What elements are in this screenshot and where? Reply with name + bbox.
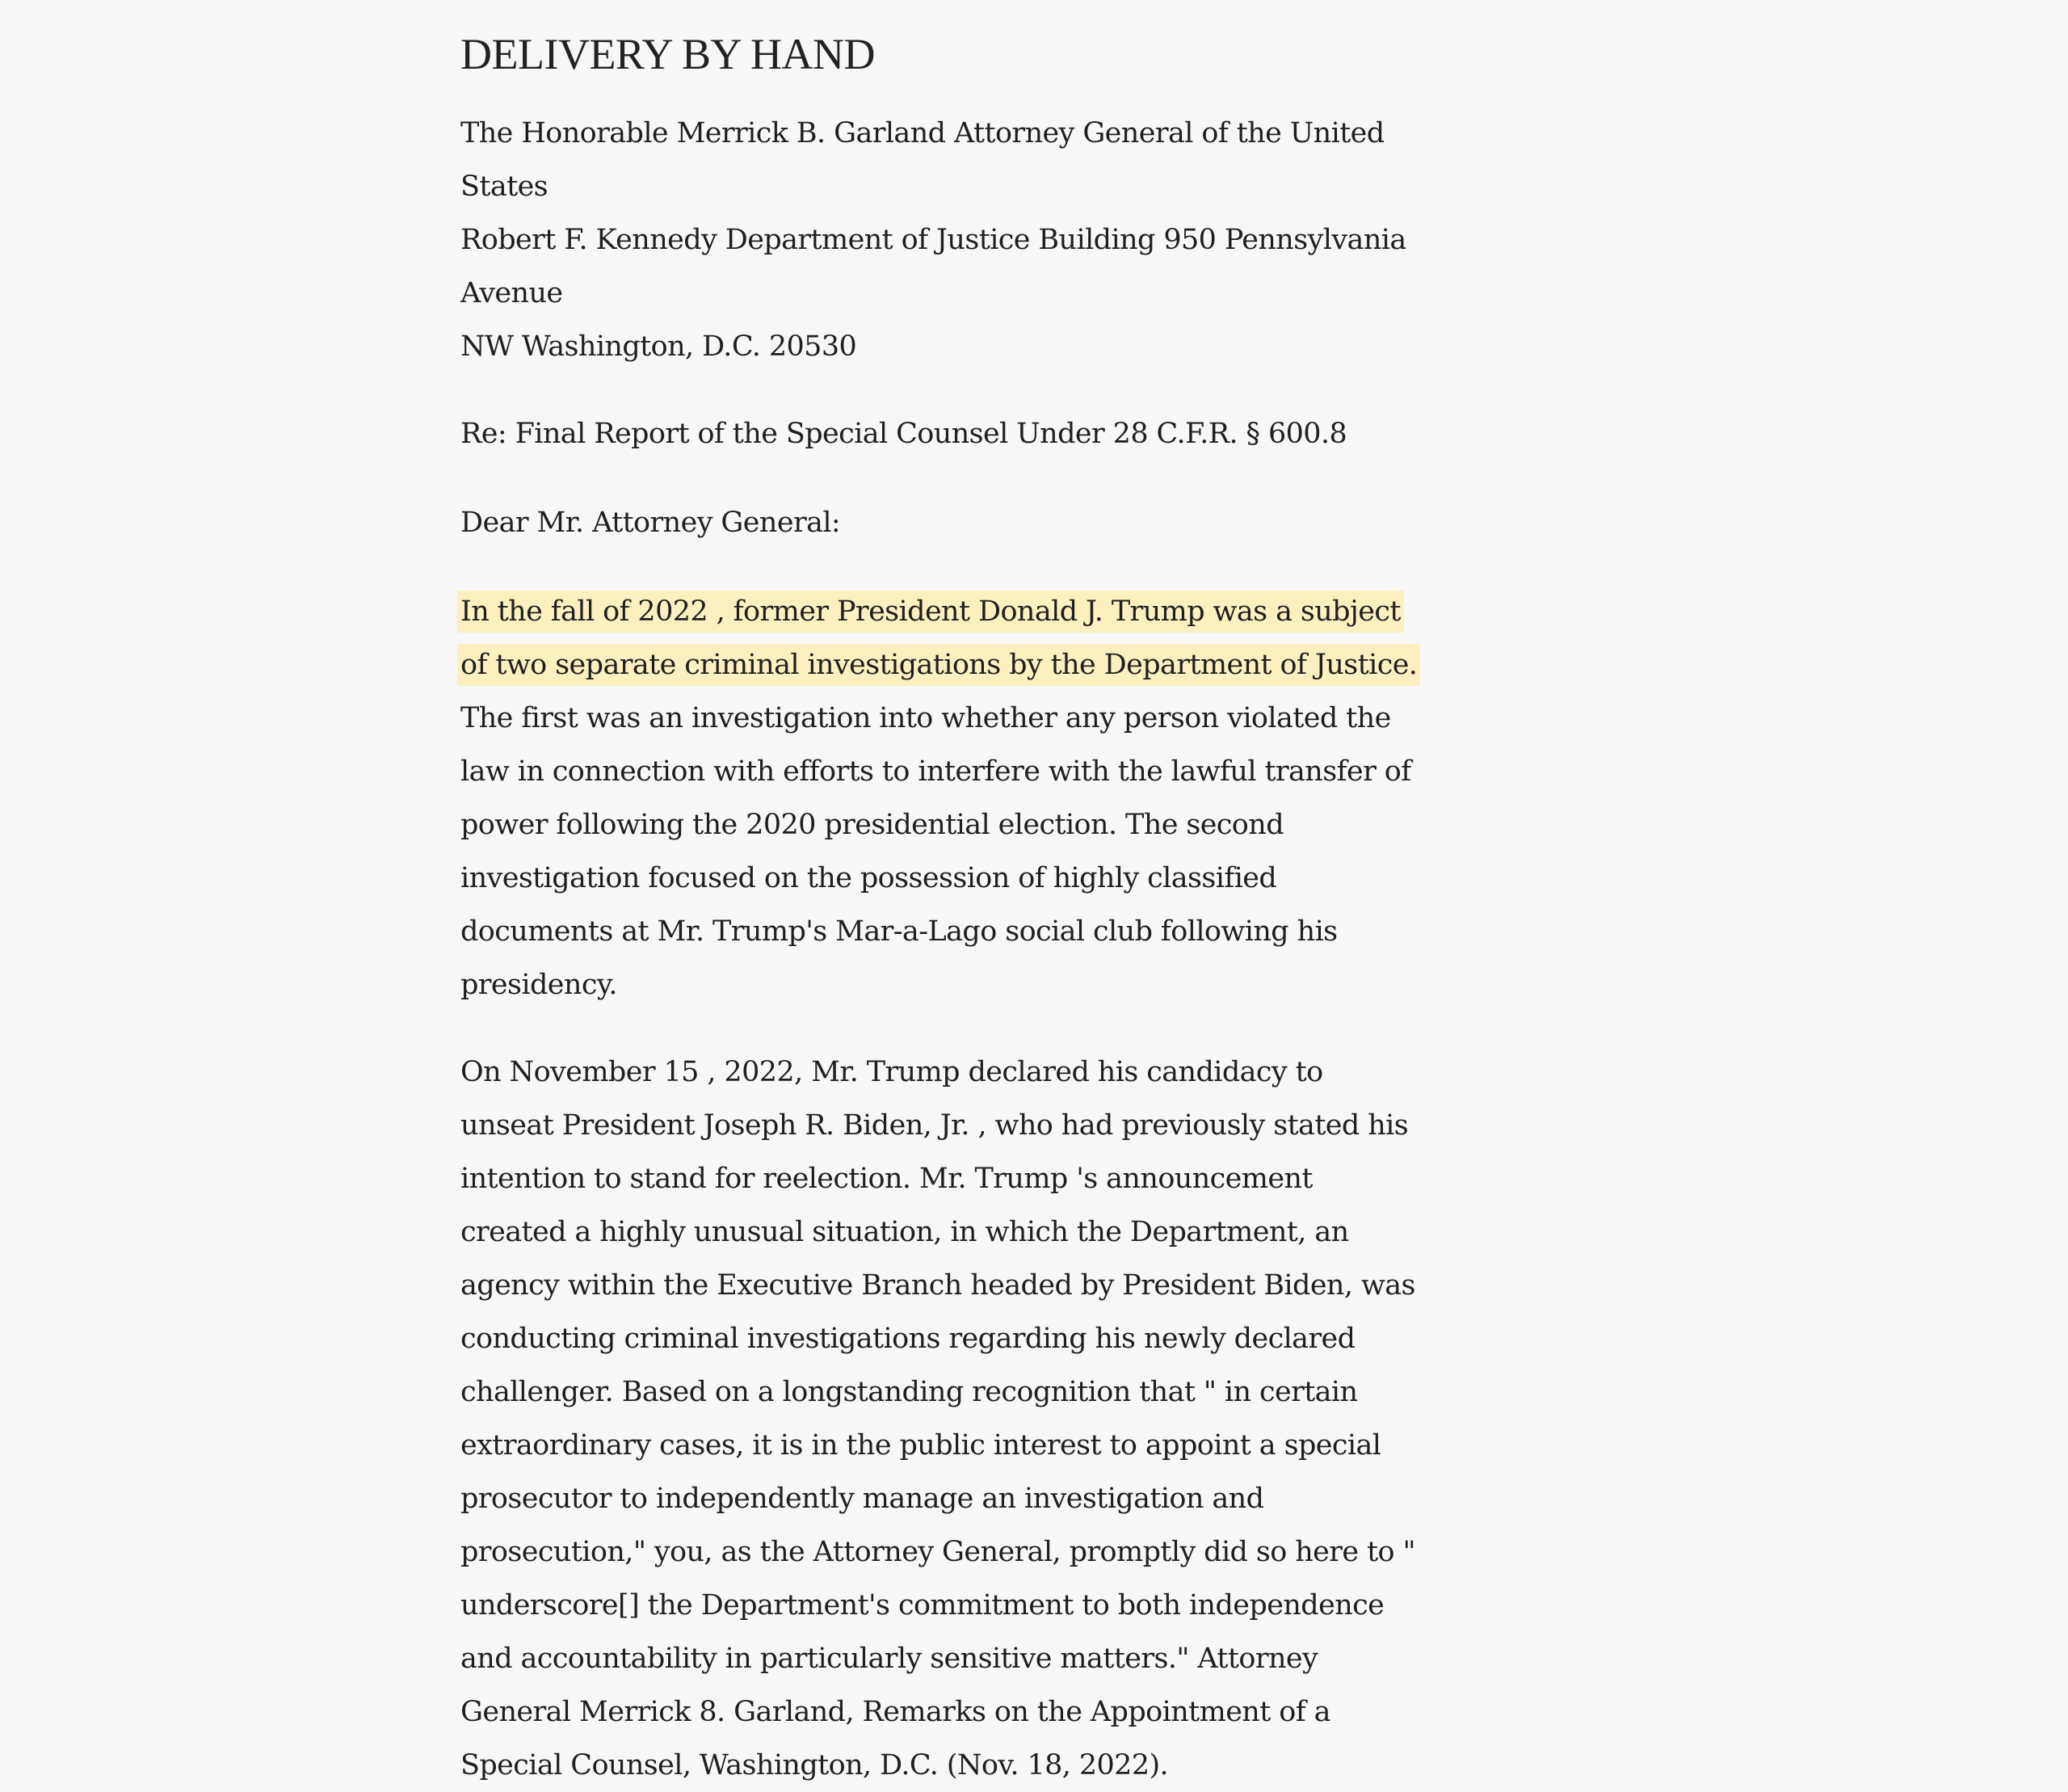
document-heading: DELIVERY BY HAND [460,30,875,78]
highlighted-text[interactable]: In the fall of 2022 , former President Donald J. Trump was a subject of two separate criminal investigations by the Department of Justice. [457,591,1420,686]
address-line: NW Washington, D.C. 20530 [460,330,857,363]
document-body [460,0,1422,1792]
subject-line: Re: Final Report of the Special Counsel Under 28 C.F.R. § 600.8 [460,418,1347,450]
paragraph-1 [460,585,1422,1012]
paragraph-2: On November 15 , 2022, Mr. Trump declared his candidacy to unseat President Joseph R. Biden, Jr. , who had previously stated his intention to stand for reelection. Mr. Trump 's announcement created a highly unusual situation, in which the Department, an agency within the Executive Branch headed by President Biden, was conducting criminal investigations regarding his newly declared challenger. Based on a longstanding recognition that " in certain extraordinary cases, it is in the public interest to appoint a special prosecutor to independently manage an investigation and prosecution," you, as the Attorney General, promptly did so here to " underscore[] the Department's commitment to both independence and accountability in particularly sensitive matters." Attorney General Merrick 8. Garland, Remarks on the Appointment of a Special Counsel, Washington, D.C. (Nov. 18, 2022). [460,1056,1416,1781]
address-line: The Honorable Merrick B. Garland Attorney General of the United States [460,117,1385,203]
address-line: Robert F. Kennedy Department of Justice Building 950 Pennsylvania Avenue [460,224,1406,309]
salutation: Dear Mr. Attorney General: [460,507,841,539]
recipient-address [460,107,1422,373]
paragraph-1-text: The first was an investigation into whether any person violated the law in connection with efforts to interfere with the lawful transfer of power following the 2020 presidential election. The second investigation focused on the possession of highly classified documents at Mr. Trump's Mar-a-Lago social club following his presidency. [460,702,1411,1001]
